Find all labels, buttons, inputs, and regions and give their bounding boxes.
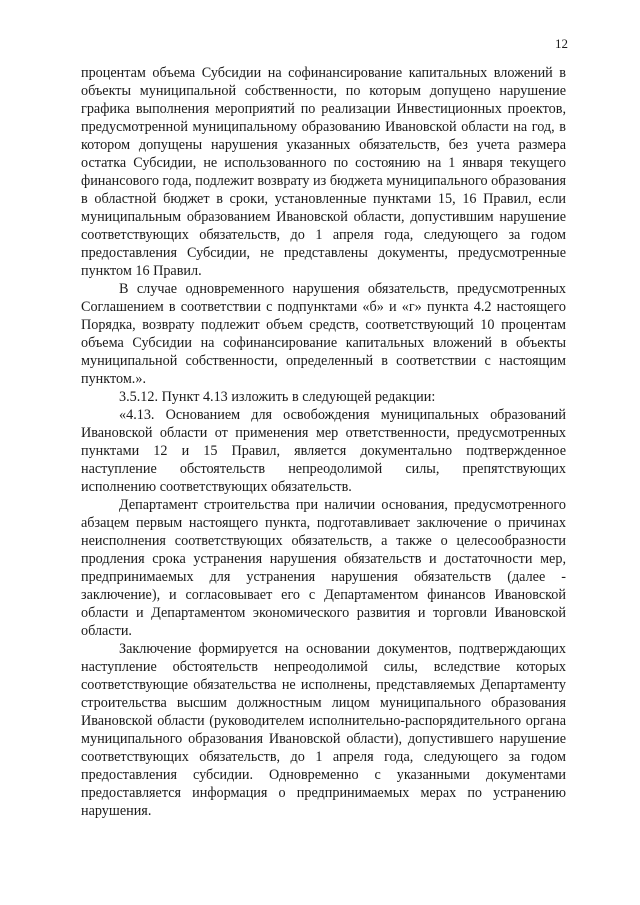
paragraph: Департамент строительства при наличии основания, предусмотренного абзацем первым настоящего пункта, подготавливает заключение о причинах неисполнения соответствующих обязательств, а также о целесообразности продления срока устранения нарушения обязательств и достаточности мер, предпринимаемых для устранения нарушения обязательств (далее - заключение), и согласовывает его с Департаментом финансов Ивановской области и Департаментом экономического развития и торговли Ивановской области. — [81, 497, 566, 639]
paragraph: процентам объема Субсидии на софинансирование капитальных вложений в объекты муниципальной собственности, по которым допущено нарушение графика выполнения мероприятий по реализации Инвестиционных проектов, предусмотренной муниципальному образованию Ивановской области на год, в котором допущены нарушения указанных обязательств, без учета размера остатка Субсидии, не использованного по состоянию на 1 января текущего финансового года, подлежит возврату из бюджета муниципального образования в областной бюджет в сроки, установленные пунктами 15, 16 Правил, если муниципальным образованием Ивановской области, допустившим нарушение соответствующих обязательств, до 1 апреля года, следующего за годом предоставления Субсидии, не представлены документы, предусмотренные пунктом 16 Правил. — [81, 65, 566, 279]
paragraph: 3.5.12. Пункт 4.13 изложить в следующей редакции: — [119, 389, 436, 405]
page-number: 12 — [555, 36, 568, 51]
paragraph: Заключение формируется на основании документов, подтверждающих наступление обстоятельств непреодолимой силы, вследствие которых соответствующие обязательства не исполнены, представляемых Департаменту строительства высшим должностным лицом муниципального образования Ивановской области (руководителем исполнительно-распорядительного органа муниципального образования Ивановской области), допустившего нарушение соответствующих обязательств, до 1 апреля года, следующего за годом предоставления субсидии. Одновременно с указанными документами предоставляется информация о предпринимаемых мерах по устранению нарушения. — [81, 641, 566, 819]
paragraph: В случае одновременного нарушения обязательств, предусмотренных Соглашением в соответствии с подпунктами «б» и «г» пункта 4.2 настоящего Порядка, возврату подлежит объем средств, соответствующий 10 процентам объема Субсидии на софинансирование капитальных вложений в объекты муниципальной собственности, определенный в соответствии с настоящим пунктом.». — [81, 281, 566, 387]
paragraph: «4.13. Основанием для освобождения муниципальных образований Ивановской области от применения мер ответственности, предусмотренных пунктами 12 и 15 Правил, является документально подтвержденное наступление обстоятельств непреодолимой силы, препятствующих исполнению соответствующих обязательств. — [81, 407, 566, 495]
document-body — [81, 64, 566, 820]
